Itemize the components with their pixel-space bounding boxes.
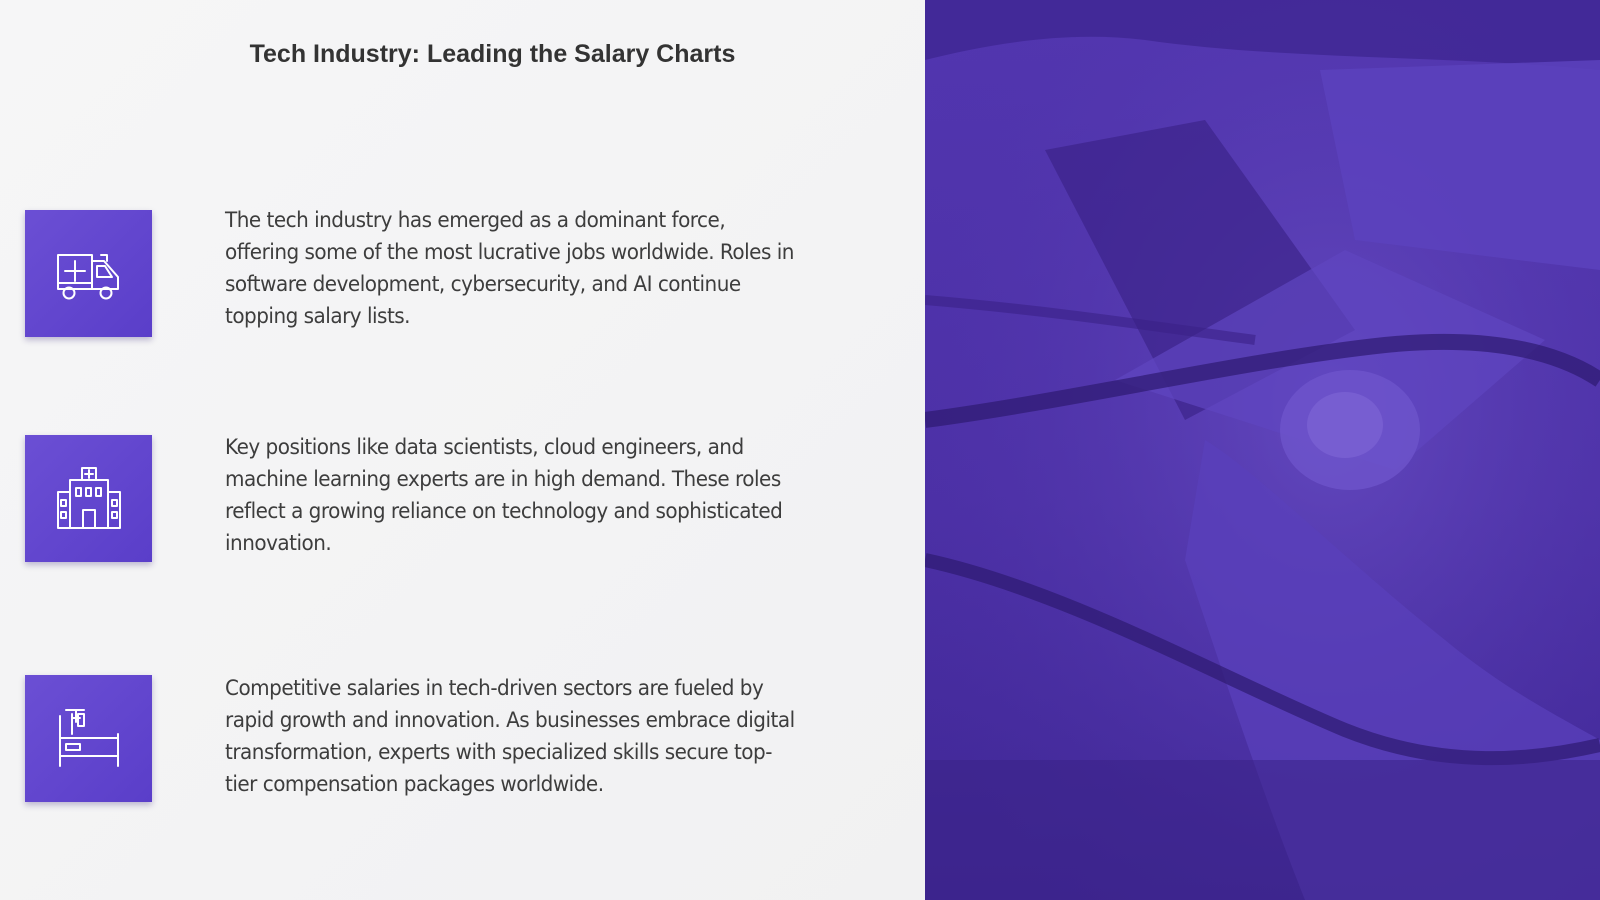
feature-description-2: Key positions like data scientists, cloud engineers, and machine learning experts are in high demand. These roles reflect a growing reliance on technology and sophisticated innovation. (225, 435, 783, 556)
feature-description-3: Competitive salaries in tech-driven sectors are fueled by rapid growth and innovation. As businesses embrace digital transformation, experts with specialized skills secure top-tier compensation packages worldwide. (225, 676, 795, 797)
stethoscope-photo (925, 0, 1600, 900)
hospital-icon (25, 435, 152, 562)
hero-image (925, 0, 1600, 900)
ambulance-icon (25, 210, 152, 337)
feature-description-1: The tech industry has emerged as a dominant force, offering some of the most lucrative jobs worldwide. Roles in software development, cybersecurity, and AI continue topping salary lists. (225, 208, 794, 329)
page-title: Tech Industry: Leading the Salary Charts (249, 40, 736, 68)
hospital-bed-icon (25, 675, 152, 802)
